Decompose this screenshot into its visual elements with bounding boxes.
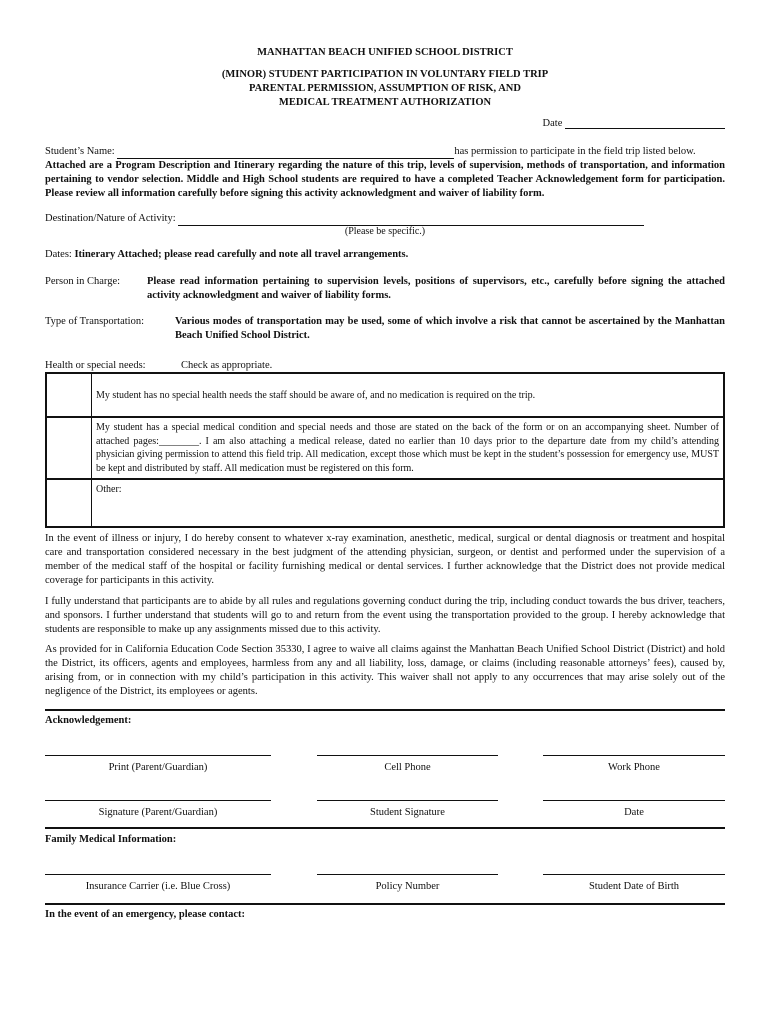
student-name-row [45,145,725,159]
student-dob-label: Student Date of Birth [588,881,680,892]
form-title [45,68,725,110]
health-label: Health or special needs: [45,360,146,371]
health-needs-table [45,372,725,528]
section-divider [45,903,725,905]
parent-signature-label: Signature (Parent/Guardian) [98,807,218,818]
transportation-text: Various modes of transportation may be used, some of which involve a risk that cannot be ascertained by the Manhattan Beach Unified School District. [175,316,725,341]
family-medical-heading: Family Medical Information: [45,834,177,845]
policy-number-label: Policy Number [375,881,440,892]
acknowledgement-heading: Acknowledgement: [45,715,132,726]
transportation-label: Type of Transportation: [45,316,145,327]
signature-date-label: Date [624,807,644,818]
dates-text: Itinerary Attached; please read carefully and note all travel arrangements. [74,249,409,260]
parent-signature-field[interactable] [45,800,271,818]
health-option-row [46,417,724,479]
intro-paragraph: Attached are a Program Description and Itinerary regarding the nature of this trip, levels of supervision, methods of transportation, and information pertaining to vendor selection. Middle and High School students are required to have a completed Teacher Acknowledgement form for participation. Please review all information carefully before signing this activity acknowledgment and waiver of liability form. [45,160,725,199]
insurance-carrier-field[interactable] [45,874,271,892]
conduct-paragraph: I fully understand that participants are to abide by all rules and regulations governing conduct during the trip, including conduct towards the bus driver, teachers, and sponsors. I further understand that students will go to and return from the event using the transportation provided to the group. I hereby acknowledge that students are responsible to make up any assignments missed due to this activity. [45,596,725,635]
form-title-line-3: MEDICAL TREATMENT AUTHORIZATION [278,97,492,108]
health-option-text: My student has no special health needs the staff should be aware of, and no medication is required on the trip. [92,373,725,417]
consent-paragraph: In the event of illness or injury, I do hereby consent to whatever x-ray examination, anesthetic, medical, surgical or dental diagnosis or treatment and hospital care and transportation considered necessary in the best judgment of the attending physician, surgeon, or dentist and performed under the supervision of a member of the medical staff of the hospital or facility furnishing medical or dental services. I further acknowledge that the District does not provide medical coverage for participants in this activity. [45,533,725,586]
student-name-label: Student’s Name: [45,146,115,157]
person-in-charge-label: Person in Charge: [45,276,121,287]
print-parent-field[interactable] [45,755,271,773]
destination-label: Destination/Nature of Activity: [45,213,176,224]
work-phone-field[interactable] [543,755,725,773]
destination-row [45,212,725,226]
date-label: Date [542,118,563,129]
section-divider [45,709,725,711]
date-input-line[interactable] [565,128,725,129]
health-option-checkbox[interactable] [46,479,92,527]
health-option-checkbox[interactable] [46,417,92,479]
student-name-suffix: has permission to participate in the field trip listed below. [454,146,696,157]
print-parent-label: Print (Parent/Guardian) [108,762,208,773]
student-dob-field[interactable] [543,874,725,892]
dates-label: Dates: [45,249,72,260]
waiver-paragraph: As provided for in California Education Code Section 35330, I agree to waive all claims against the Manhattan Beach Unified School District (District) and hold the District, its officers, agents and employees, harmless from any and all liability, loss, damage, or claims (including reasonable attorneys’ fees), caused by, arising from, or in connection with my child’s participation in this activity. This waiver shall not apply to any occurrences that may arise solely out of the negligence of the District, its employees or agents. [45,644,725,697]
health-option-row [46,373,724,417]
insurance-carrier-label: Insurance Carrier (i.e. Blue Cross) [85,881,231,892]
student-signature-label: Student Signature [370,807,445,818]
health-option-checkbox[interactable] [46,373,92,417]
signature-date-field[interactable] [543,800,725,818]
cell-phone-field[interactable] [317,755,498,773]
section-divider [45,827,725,829]
health-option-text: My student has a special medical condition and special needs and those are stated on the back of the form or on an accompanying sheet. Number of attached pages:________. I am also attaching a medical release, dated no earlier than 10 days prior to the departure date from my child’s attending physician giving permission to attend this field trip. All medication, except those which must be kept in the student’s possession for emergency use, MUST be kept and distributed by staff. All medication must be registered on this form. [92,417,725,479]
student-signature-field[interactable] [317,800,498,818]
form-title-line-2: PARENTAL PERMISSION, ASSUMPTION OF RISK, AND [249,83,521,94]
work-phone-label: Work Phone [608,762,660,773]
emergency-contact-heading: In the event of an emergency, please contact: [45,909,246,920]
destination-hint: (Please be specific.) [344,226,426,237]
date-field[interactable] [543,118,725,129]
district-name: MANHATTAN BEACH UNIFIED SCHOOL DISTRICT [257,47,513,58]
health-option-row [46,479,724,527]
cell-phone-label: Cell Phone [384,762,431,773]
policy-number-field[interactable] [317,874,498,892]
dates-row [45,248,725,262]
health-hint: Check as appropriate. [181,360,273,371]
health-option-text[interactable]: Other: [92,479,725,527]
form-title-line-1: (MINOR) STUDENT PARTICIPATION IN VOLUNTARY FIELD TRIP [221,69,549,80]
person-in-charge-text: Please read information pertaining to supervision levels, positions of supervisors, etc., carefully before signing the attached activity acknowledgment and waiver of liability forms. [147,276,725,301]
